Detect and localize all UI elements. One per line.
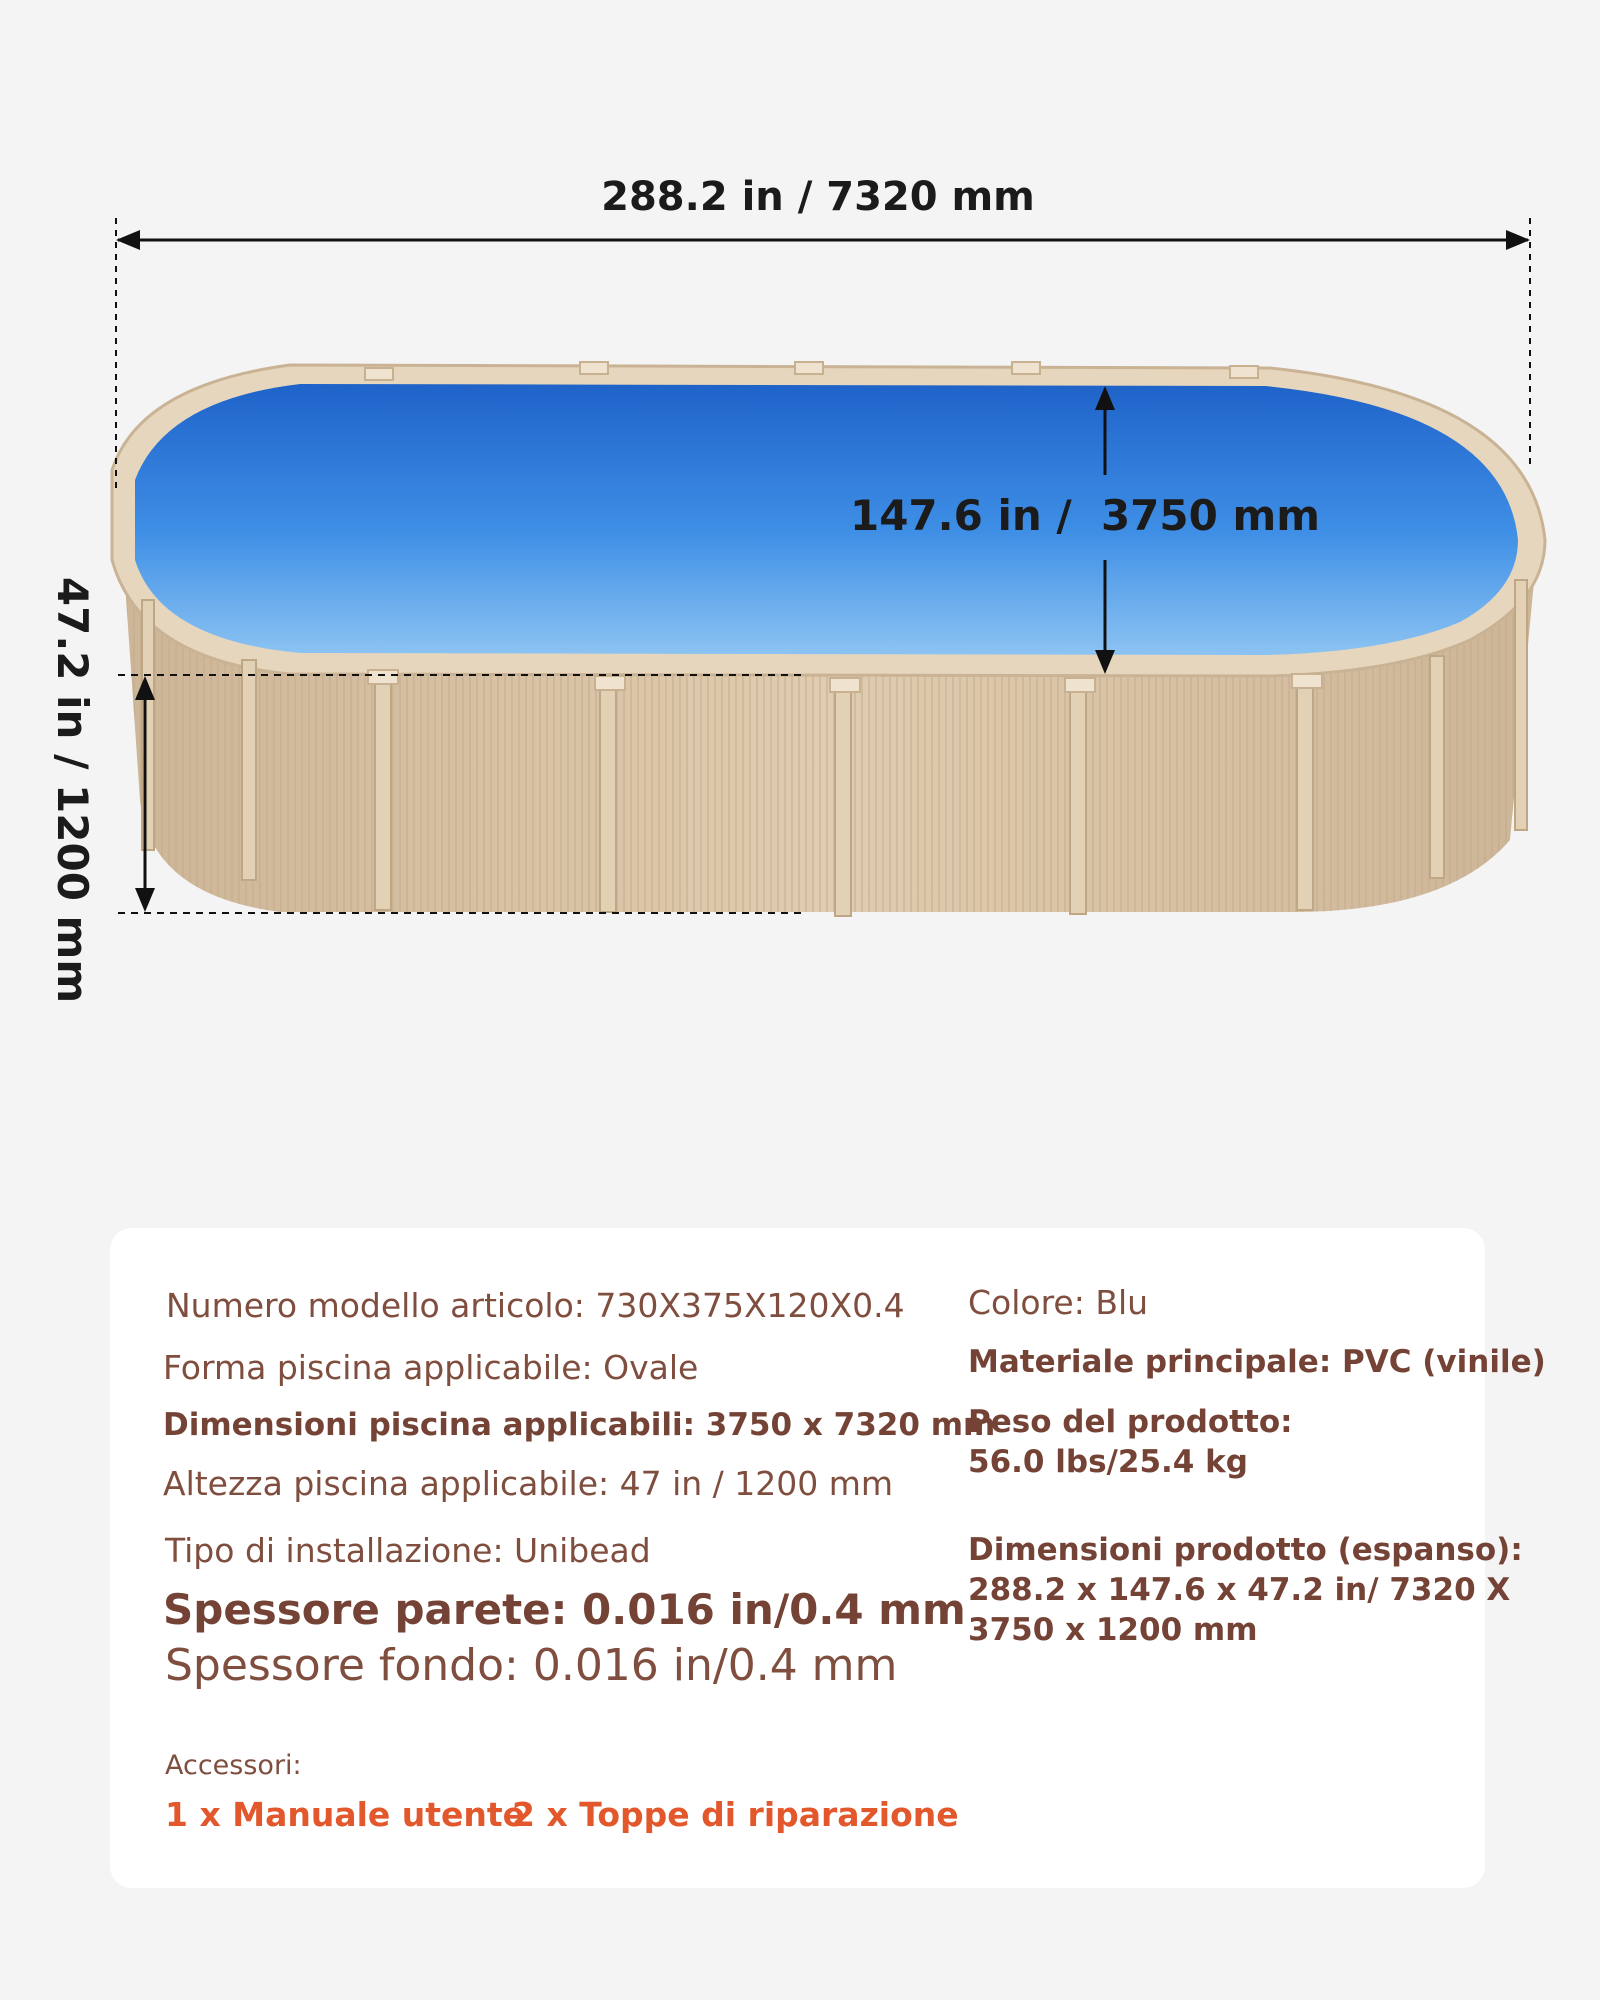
- spec-shape: Forma piscina applicabile: Ovale: [163, 1348, 699, 1387]
- spec-weight-label: Peso del prodotto:: [968, 1404, 1293, 1440]
- spec-pool-height: Altezza piscina applicabile: 47 in / 1200 mm: [163, 1464, 894, 1503]
- accessory-item: 2 x Toppe di riparazione: [512, 1795, 959, 1834]
- spec-weight-value: 56.0 lbs/25.4 kg: [968, 1444, 1248, 1480]
- length-label: 288.2 in / 7320 mm: [601, 174, 1035, 220]
- spec-pool-dimensions: Dimensioni piscina applicabili: 3750 x 7320 mm: [163, 1407, 996, 1443]
- spec-expanded-label: Dimensioni prodotto (espanso):: [968, 1532, 1523, 1568]
- spec-install-type: Tipo di installazione: Unibead: [165, 1531, 651, 1570]
- spec-model: Numero modello articolo: 730X375X120X0.4: [166, 1286, 905, 1325]
- spec-material: Materiale principale: PVC (vinile): [968, 1344, 1546, 1380]
- height-label: 47.2 in / 1200 mm: [48, 576, 97, 1004]
- spec-wall-thickness: Spessore parete: 0.016 in/0.4 mm: [163, 1585, 966, 1634]
- accessory-item: 1 x Manuale utente: [165, 1795, 526, 1834]
- width-label: 147.6 in / 3750 mm: [849, 491, 1321, 540]
- spec-floor-thickness: Spessore fondo: 0.016 in/0.4 mm: [165, 1640, 898, 1691]
- spec-color: Colore: Blu: [968, 1283, 1149, 1322]
- spec-expanded-value: 288.2 x 147.6 x 47.2 in/ 7320 X 3750 x 1200 mm: [968, 1572, 1511, 1648]
- accessories-label: Accessori:: [165, 1750, 302, 1781]
